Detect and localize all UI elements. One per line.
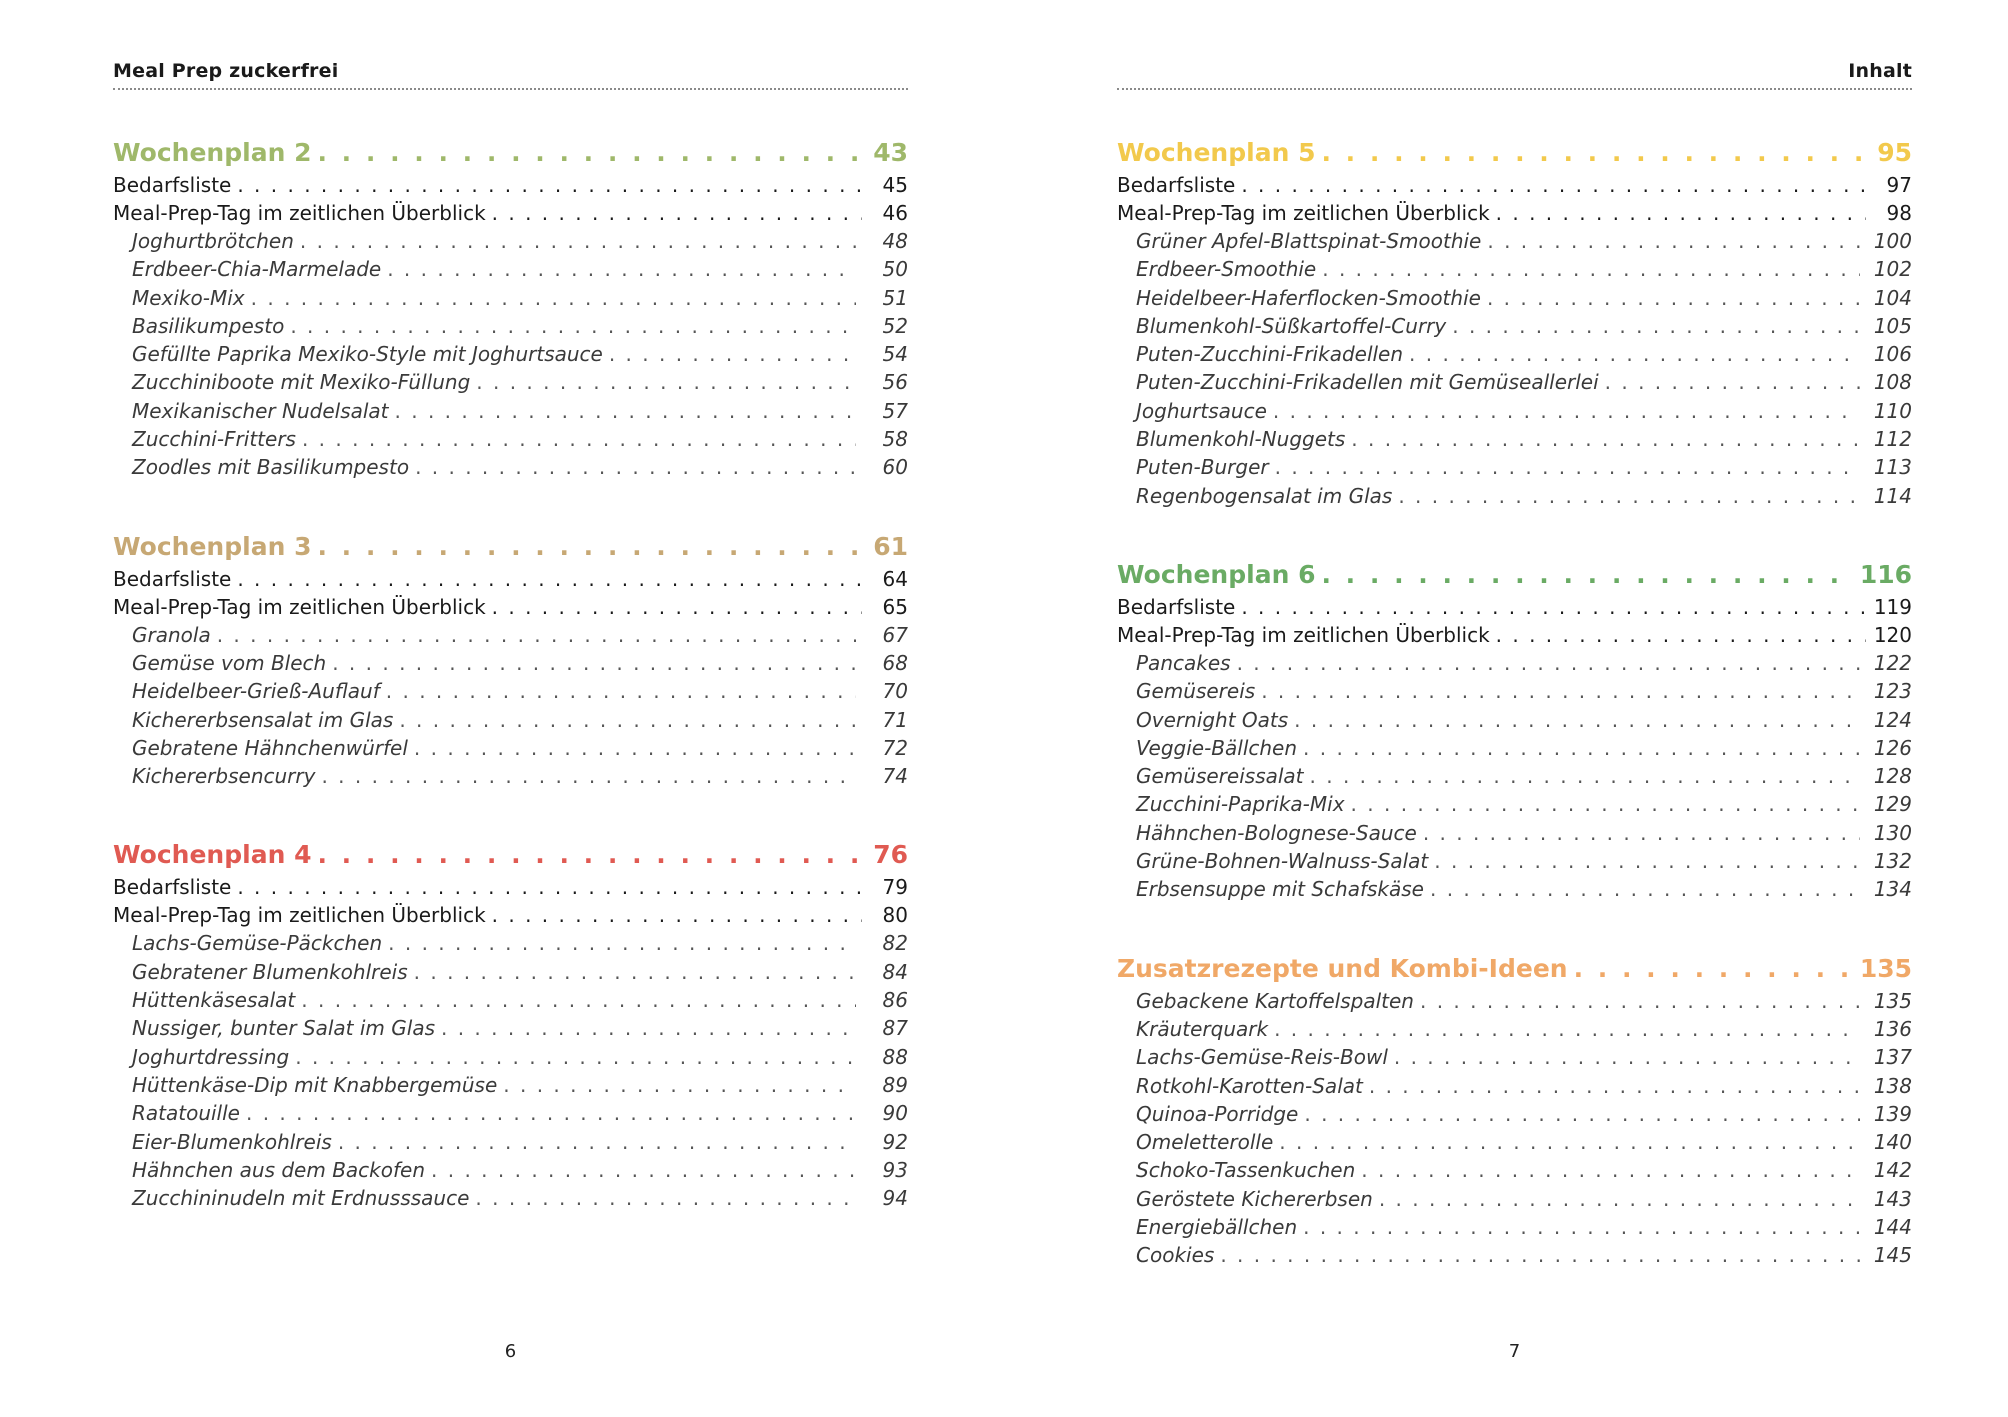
dot-leader (237, 173, 862, 197)
dot-leader (1303, 1215, 1860, 1239)
section-heading-label: Wochenplan 2 (113, 138, 312, 167)
recipe-entry-label: Veggie-Bällchen (1136, 735, 1298, 760)
recipe-entry (113, 1101, 908, 1129)
dot-leader (1398, 484, 1860, 508)
toc-entry-label: Meal-Prep-Tag im zeitlichen Überblick (113, 594, 486, 619)
recipe-entry-page: 56 (882, 370, 908, 395)
recipe-entry-page: 93 (882, 1157, 908, 1182)
recipe-entry-label: Blumenkohl-Nuggets (1136, 427, 1346, 452)
recipe-entry (1117, 1074, 1912, 1102)
section-heading-label: Wochenplan 3 (113, 531, 312, 561)
recipe-entry-page: 106 (1873, 342, 1912, 367)
recipe-entry-label: Cookies (1136, 1243, 1215, 1268)
recipe-entry-page: 100 (1873, 229, 1912, 253)
recipe-entry-label: Blumenkohl-Süßkartoffel-Curry (1136, 313, 1447, 338)
recipe-entry-page: 87 (882, 1016, 908, 1041)
dot-leader (1496, 623, 1866, 647)
toc-entry (113, 173, 908, 201)
toc-entry-label: Meal-Prep-Tag im zeitlichen Überblick (1117, 201, 1490, 225)
dot-leader (387, 257, 856, 281)
recipe-entry (113, 399, 908, 427)
dot-leader (503, 1073, 856, 1097)
dot-leader (300, 229, 856, 253)
dot-leader (395, 399, 856, 423)
recipe-entry (113, 314, 908, 342)
recipe-entry-label: Puten-Zucchini-Frikadellen mit Gemüseallerlei (1136, 370, 1599, 395)
recipe-entry-page: 51 (882, 285, 908, 310)
recipe-entry (1117, 1017, 1912, 1045)
toc-entry-page: 79 (882, 875, 908, 900)
toc-entry-label: Bedarfsliste (1117, 173, 1236, 197)
recipe-entry (1117, 370, 1912, 398)
toc-entry (1117, 623, 1912, 651)
toc-entry (1117, 173, 1912, 201)
recipe-entry (113, 651, 908, 679)
section-heading (113, 138, 908, 173)
dot-leader (386, 679, 856, 703)
dot-leader (415, 455, 856, 479)
recipe-entry-page: 102 (1873, 257, 1912, 282)
recipe-entry-label: Gebackene Kartoffelspalten (1136, 988, 1414, 1013)
recipe-entry-page: 124 (1873, 707, 1912, 732)
recipe-entry-page: 72 (882, 735, 908, 760)
recipe-entry-page: 104 (1873, 285, 1912, 310)
section-heading-label: Wochenplan 4 (113, 840, 312, 870)
recipe-entry (1117, 849, 1912, 877)
recipe-entry-page: 108 (1873, 370, 1912, 395)
toc-entry-label: Bedarfsliste (113, 173, 232, 197)
toc-entry-page: 97 (1886, 173, 1912, 197)
recipe-entry (1117, 1045, 1912, 1073)
toc-entry (113, 903, 908, 931)
dot-leader (338, 1130, 856, 1154)
recipe-entry-label: Zucchiniboote mit Mexiko-Füllung (132, 370, 471, 395)
left-page (113, 0, 908, 1417)
recipe-entry-page: 88 (882, 1044, 908, 1069)
toc-entry (113, 201, 908, 229)
dot-leader (399, 708, 856, 732)
recipe-entry-page: 105 (1873, 313, 1912, 338)
recipe-entry (113, 679, 908, 707)
toc-section (113, 532, 908, 793)
recipe-entry (113, 286, 908, 314)
recipe-entry-label: Mexikanischer Nudelsalat (132, 398, 389, 423)
dot-leader (290, 314, 856, 338)
dot-leader (1452, 314, 1860, 338)
recipe-entry (1117, 877, 1912, 905)
toc-entry-page: 65 (882, 594, 908, 619)
recipe-entry-page: 58 (882, 427, 908, 452)
recipe-entry-page: 50 (882, 257, 908, 282)
recipe-entry-label: Granola (132, 622, 211, 647)
dot-leader (332, 651, 856, 675)
table-of-contents (1117, 138, 1912, 1272)
recipe-entry (1117, 286, 1912, 314)
dot-leader (1351, 792, 1860, 816)
dot-leader (1237, 651, 1860, 675)
recipe-entry (1117, 1130, 1912, 1158)
recipe-entry-page: 82 (882, 931, 908, 956)
section-heading-page: 95 (1877, 138, 1912, 167)
recipe-entry-page: 139 (1873, 1101, 1912, 1126)
recipe-entry (113, 708, 908, 736)
recipe-entry (113, 736, 908, 764)
recipe-entry-label: Mexiko-Mix (132, 285, 245, 310)
recipe-entry-page: 74 (882, 764, 908, 789)
recipe-entry-page: 110 (1873, 398, 1912, 423)
section-heading (113, 532, 908, 567)
right-page (1117, 0, 1912, 1417)
section-heading (1117, 138, 1912, 173)
dot-leader (1322, 257, 1860, 281)
section-heading-label: Zusatzrezepte und Kombi-Ideen (1117, 953, 1568, 983)
section-heading-label: Wochenplan 6 (1117, 559, 1316, 589)
recipe-entry-page: 67 (882, 622, 908, 647)
recipe-entry-page: 68 (882, 650, 908, 675)
recipe-entry-label: Eier-Blumenkohlreis (132, 1129, 332, 1154)
toc-entry-label: Bedarfsliste (113, 875, 232, 900)
recipe-entry (1117, 257, 1912, 285)
recipe-entry-label: Lachs-Gemüse-Päckchen (132, 931, 383, 956)
toc-section (113, 840, 908, 1214)
recipe-entry (113, 1073, 908, 1101)
dot-leader (321, 764, 856, 788)
toc-section (113, 138, 908, 484)
recipe-entry-page: 142 (1873, 1158, 1912, 1183)
toc-section (1117, 954, 1912, 1272)
dot-leader (1241, 173, 1866, 197)
recipe-entry-label: Erbsensuppe mit Schafskäse (1136, 877, 1424, 902)
recipe-entry-page: 70 (882, 679, 908, 704)
toc-section (1117, 560, 1912, 906)
recipe-entry-page: 144 (1873, 1215, 1912, 1240)
recipe-entry-label: Grüner Apfel-Blattspinat-Smoothie (1136, 229, 1482, 253)
dot-leader (476, 370, 856, 394)
recipe-entry-label: Overnight Oats (1136, 707, 1289, 732)
recipe-entry-page: 136 (1873, 1016, 1912, 1041)
dot-leader (414, 736, 856, 760)
recipe-entry-label: Grüne-Bohnen-Walnuss-Salat (1136, 849, 1429, 874)
recipe-entry-page: 137 (1873, 1045, 1912, 1070)
recipe-entry (1117, 1187, 1912, 1215)
recipe-entry-page: 84 (882, 959, 908, 984)
dot-leader (1274, 1017, 1860, 1041)
toc-entry-page: 45 (882, 173, 908, 197)
recipe-entry (1117, 764, 1912, 792)
recipe-entry (1117, 708, 1912, 736)
dot-leader (1361, 1158, 1860, 1182)
section-heading-page: 61 (873, 531, 908, 561)
recipe-entry (1117, 1215, 1912, 1243)
recipe-entry-page: 92 (882, 1129, 908, 1154)
recipe-entry-label: Rotkohl-Karotten-Salat (1136, 1073, 1363, 1098)
recipe-entry-page: 145 (1873, 1243, 1912, 1268)
dot-leader (1279, 1130, 1860, 1154)
recipe-entry-page: 128 (1873, 764, 1912, 789)
recipe-entry-label: Gemüsereissalat (1136, 764, 1304, 789)
dot-leader (237, 875, 862, 899)
recipe-entry-label: Gefüllte Paprika Mexiko-Style mit Joghurtsauce (132, 342, 603, 367)
dot-leader (1261, 679, 1860, 703)
toc-section (1117, 138, 1912, 512)
recipe-entry-page: 132 (1873, 849, 1912, 874)
recipe-entry-page: 138 (1873, 1073, 1912, 1098)
dot-leader (1379, 1187, 1860, 1211)
recipe-entry-label: Zucchininudeln mit Erdnusssauce (132, 1186, 470, 1211)
recipe-entry-label: Pancakes (1136, 650, 1231, 675)
dot-leader (295, 1045, 856, 1069)
page-number: 7 (1508, 1341, 1521, 1362)
dot-leader (1294, 708, 1860, 732)
recipe-entry (1117, 484, 1912, 512)
recipe-entry (113, 960, 908, 988)
dot-leader (1430, 877, 1860, 901)
recipe-entry-label: Zoodles mit Basilikumpesto (132, 455, 410, 480)
recipe-entry-label: Hüttenkäse-Dip mit Knabbergemüse (132, 1072, 498, 1097)
toc-entry-label: Meal-Prep-Tag im zeitlichen Überblick (113, 903, 486, 928)
recipe-entry-page: 123 (1873, 679, 1912, 704)
section-heading (1117, 560, 1912, 595)
recipe-entry-label: Omeletterolle (1136, 1130, 1274, 1155)
recipe-entry (113, 1045, 908, 1073)
recipe-entry-label: Gemüsereis (1136, 679, 1256, 704)
recipe-entry-page: 94 (882, 1186, 908, 1211)
recipe-entry (1117, 651, 1912, 679)
recipe-entry-label: Gebratene Hähnchenwürfel (132, 735, 408, 760)
section-heading (113, 840, 908, 875)
dot-leader (1241, 595, 1866, 619)
dot-leader (1420, 989, 1860, 1013)
recipe-entry (113, 1186, 908, 1214)
dot-leader (1321, 138, 1871, 167)
recipe-entry (113, 427, 908, 455)
toc-entry-page: 46 (882, 201, 908, 225)
dot-leader (1303, 736, 1860, 760)
toc-entry-page: 119 (1873, 594, 1912, 619)
recipe-entry-page: 86 (882, 988, 908, 1013)
table-of-contents (113, 138, 908, 1214)
recipe-entry-page: 52 (882, 313, 908, 338)
recipe-entry-label: Lachs-Gemüse-Reis-Bowl (1136, 1045, 1388, 1070)
dot-leader (1273, 399, 1860, 423)
dot-leader (388, 931, 856, 955)
dot-leader (246, 1101, 856, 1125)
section-heading-page: 116 (1859, 559, 1912, 589)
dot-leader (609, 342, 856, 366)
recipe-entry-page: 129 (1873, 792, 1912, 817)
recipe-entry (113, 370, 908, 398)
recipe-entry-label: Puten-Zucchini-Frikadellen (1136, 342, 1404, 367)
recipe-entry (113, 257, 908, 285)
recipe-entry-page: 130 (1873, 820, 1912, 845)
recipe-entry-label: Energiebällchen (1136, 1215, 1298, 1240)
recipe-entry (113, 455, 908, 483)
recipe-entry-page: 57 (882, 398, 908, 423)
toc-entry (113, 875, 908, 903)
recipe-entry (113, 1130, 908, 1158)
dot-leader (301, 988, 856, 1012)
recipe-entry-page: 48 (882, 229, 908, 253)
recipe-entry-label: Kichererbsencurry (132, 764, 316, 789)
recipe-entry-label: Heidelbeer-Haferflocken-Smoothie (1136, 285, 1481, 310)
recipe-entry-page: 90 (882, 1101, 908, 1126)
recipe-entry-label: Hähnchen-Bolognese-Sauce (1136, 820, 1417, 845)
recipe-entry (1117, 229, 1912, 257)
running-head: Inhalt (1117, 60, 1912, 90)
recipe-entry-page: 89 (882, 1072, 908, 1097)
recipe-entry-page: 140 (1873, 1130, 1912, 1155)
recipe-entry-page: 122 (1873, 650, 1912, 675)
running-head: Meal Prep zuckerfrei (113, 60, 908, 90)
recipe-entry (1117, 1102, 1912, 1130)
toc-entry-page: 98 (1886, 201, 1912, 225)
recipe-entry (1117, 821, 1912, 849)
recipe-entry-label: Nussiger, bunter Salat im Glas (132, 1016, 435, 1041)
recipe-entry (1117, 1158, 1912, 1186)
dot-leader (1369, 1074, 1860, 1098)
recipe-entry (113, 988, 908, 1016)
recipe-entry-page: 114 (1873, 483, 1912, 508)
recipe-entry-label: Hüttenkäsesalat (132, 988, 296, 1013)
recipe-entry-label: Basilikumpesto (132, 313, 285, 338)
dot-leader (237, 567, 862, 591)
dot-leader (1487, 229, 1860, 253)
toc-entry (1117, 201, 1912, 229)
dot-leader (1487, 286, 1860, 310)
recipe-entry (1117, 427, 1912, 455)
recipe-entry-label: Gemüse vom Blech (132, 650, 327, 675)
dot-leader (302, 427, 856, 451)
recipe-entry (1117, 736, 1912, 764)
recipe-entry (1117, 989, 1912, 1017)
dot-leader (1304, 1102, 1860, 1126)
recipe-entry-page: 135 (1873, 988, 1912, 1013)
section-heading-label: Wochenplan 5 (1117, 138, 1316, 167)
recipe-entry-label: Schoko-Tassenkuchen (1136, 1158, 1356, 1183)
dot-leader (1605, 370, 1860, 394)
recipe-entry (113, 764, 908, 792)
recipe-entry-label: Geröstete Kichererbsen (1136, 1186, 1373, 1211)
recipe-entry (1117, 399, 1912, 427)
section-heading-page: 135 (1859, 953, 1912, 983)
recipe-entry-label: Heidelbeer-Grieß-Auflauf (132, 679, 380, 704)
dot-leader (492, 201, 862, 225)
recipe-entry (113, 931, 908, 959)
recipe-entry-page: 60 (882, 455, 908, 480)
dot-leader (1351, 427, 1860, 451)
section-heading-page: 76 (873, 840, 908, 870)
section-heading-page: 43 (873, 138, 908, 167)
toc-entry-page: 120 (1873, 622, 1912, 647)
recipe-entry (113, 229, 908, 257)
recipe-entry (113, 342, 908, 370)
dot-leader (1574, 954, 1854, 983)
section-heading (1117, 954, 1912, 989)
dot-leader (492, 595, 862, 619)
dot-leader (431, 1158, 856, 1182)
recipe-entry-label: Kräuterquark (1136, 1016, 1269, 1041)
dot-leader (317, 840, 867, 869)
recipe-entry-label: Regenbogensalat im Glas (1136, 483, 1393, 508)
dot-leader (475, 1186, 856, 1210)
recipe-entry-page: 54 (882, 342, 908, 367)
recipe-entry (1117, 679, 1912, 707)
recipe-entry-label: Gebratener Blumenkohlreis (132, 959, 408, 984)
recipe-entry-page: 134 (1873, 877, 1912, 902)
dot-leader (317, 532, 867, 561)
recipe-entry-label: Ratatouille (132, 1101, 240, 1126)
recipe-entry-label: Zucchini-Fritters (132, 427, 296, 452)
recipe-entry-label: Zucchini-Paprika-Mix (1136, 792, 1345, 817)
recipe-entry-label: Erdbeer-Smoothie (1136, 257, 1317, 282)
toc-entry-label: Meal-Prep-Tag im zeitlichen Überblick (1117, 622, 1490, 647)
dot-leader (492, 903, 862, 927)
dot-leader (414, 960, 856, 984)
recipe-entry (1117, 314, 1912, 342)
toc-entry (1117, 595, 1912, 623)
recipe-entry (1117, 455, 1912, 483)
dot-leader (1275, 455, 1860, 479)
recipe-entry-label: Quinoa-Porridge (1136, 1101, 1299, 1126)
dot-leader (217, 623, 856, 647)
recipe-entry-page: 126 (1873, 735, 1912, 760)
recipe-entry-label: Hähnchen aus dem Backofen (132, 1157, 426, 1182)
toc-entry-label: Meal-Prep-Tag im zeitlichen Überblick (113, 201, 486, 225)
toc-entry-page: 64 (882, 566, 908, 591)
dot-leader (1496, 201, 1866, 225)
page-number: 6 (504, 1341, 517, 1362)
dot-leader (1409, 342, 1860, 366)
recipe-entry (113, 623, 908, 651)
recipe-entry (113, 1016, 908, 1044)
toc-entry (113, 595, 908, 623)
dot-leader (1434, 849, 1860, 873)
recipe-entry (113, 1158, 908, 1186)
recipe-entry-page: 112 (1873, 427, 1912, 452)
dot-leader (317, 138, 867, 167)
dot-leader (1220, 1243, 1860, 1267)
dot-leader (1321, 560, 1853, 589)
dot-leader (1423, 821, 1860, 845)
toc-entry-label: Bedarfsliste (1117, 594, 1236, 619)
recipe-entry-label: Puten-Burger (1136, 455, 1269, 480)
toc-entry (113, 567, 908, 595)
dot-leader (1310, 764, 1860, 788)
recipe-entry-label: Joghurtdressing (132, 1044, 290, 1069)
recipe-entry-page: 113 (1873, 455, 1912, 480)
recipe-entry-page: 71 (882, 707, 908, 732)
dot-leader (251, 286, 856, 310)
recipe-entry-label: Erdbeer-Chia-Marmelade (132, 257, 382, 282)
dot-leader (441, 1016, 856, 1040)
toc-entry-label: Bedarfsliste (113, 566, 232, 591)
recipe-entry-label: Joghurtbrötchen (132, 229, 294, 253)
recipe-entry (1117, 792, 1912, 820)
recipe-entry (1117, 1243, 1912, 1271)
recipe-entry (1117, 342, 1912, 370)
recipe-entry-label: Kichererbsensalat im Glas (132, 707, 394, 732)
recipe-entry-page: 143 (1873, 1186, 1912, 1211)
recipe-entry-label: Joghurtsauce (1136, 398, 1267, 423)
toc-entry-page: 80 (882, 903, 908, 928)
dot-leader (1394, 1045, 1860, 1069)
